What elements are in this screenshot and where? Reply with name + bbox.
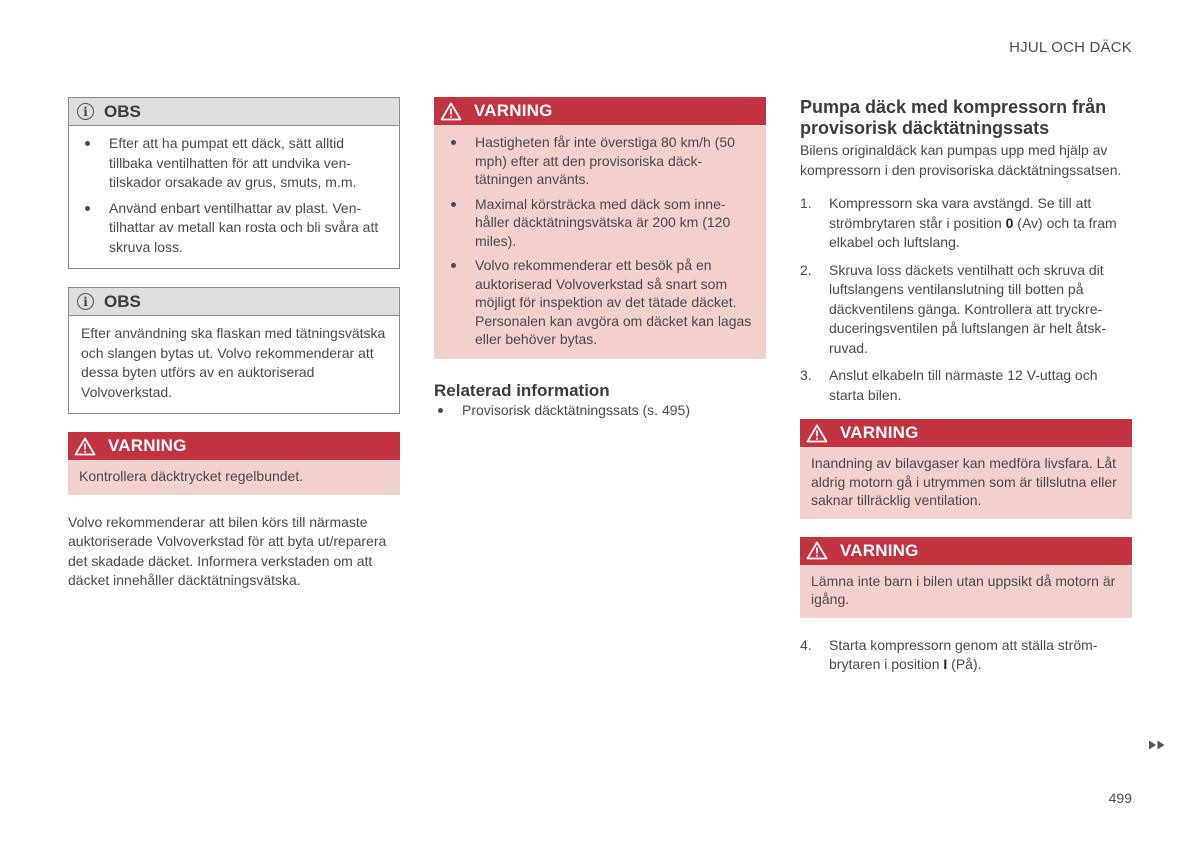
step-text: (På). xyxy=(947,656,982,672)
list-item: Efter att ha pumpat ett däck, sätt alltid tillbaka ventilhatten för att undvika ventilskador orsakade av grus, smuts, m.m. xyxy=(81,134,387,193)
obs-box-2 xyxy=(68,287,400,414)
related-link[interactable]: Provisorisk däcktätningssats (s. 495) xyxy=(434,401,766,420)
list-item: Maximal körsträcka med däck som innehåller däcktätningsvätska är 200 km (120 miles). xyxy=(445,195,755,251)
warning-box-2 xyxy=(434,97,766,359)
warning-title: VARNING xyxy=(474,101,553,120)
info-icon: i xyxy=(77,293,94,310)
warning-box-3 xyxy=(800,419,1132,519)
warning-title: VARNING xyxy=(840,423,919,442)
intro-paragraph: Bilens originaldäck kan pumpas upp med hjälp av kompressorn i den provisoriska däcktätningssatsen. xyxy=(800,142,1122,178)
warning-header xyxy=(68,432,400,460)
step-number: 3. xyxy=(800,367,812,383)
steps-list-continued xyxy=(800,636,1132,675)
warning-body: Inandning av bilavgaser kan medföra livsfara. Låt aldrig motorn gå i utrymmen som är tillslutna eller saknar tillräcklig ventilation. xyxy=(800,447,1132,519)
section-title: Pumpa däck med kompressorn från provisorisk däcktätningssats xyxy=(800,97,1107,138)
obs-header xyxy=(69,288,399,316)
page-number: 499 xyxy=(1108,790,1132,806)
step-number: 1. xyxy=(800,195,812,211)
column-left xyxy=(68,97,400,591)
step-text: (Av) och ta fram elkabel och luftslang. xyxy=(829,214,1117,250)
switch-position: 0 xyxy=(1005,214,1014,231)
warning-header xyxy=(800,537,1132,565)
obs-body: Efter användning ska flaskan med tätningsvätska och slangen bytas ut. Volvo rekommenderar att dessa byten utförs av en auktoriserad Volvoverkstad. xyxy=(81,325,386,400)
step-number: 2. xyxy=(800,261,812,278)
warning-header xyxy=(434,97,766,125)
warning-triangle-icon xyxy=(74,437,96,456)
switch-position: I xyxy=(943,656,948,672)
warning-triangle-icon xyxy=(806,424,828,443)
list-item: Volvo rekommenderar ett besök på en auktoriserad Volvoverkstad så snart som möjligt för inspektion av det tätade däcket. Personalen kan avgöra om däcket kan lagas eller behöver bytas. xyxy=(445,256,755,349)
step-item xyxy=(800,194,1132,253)
step-text: Anslut elkabeln till närmaste 12 V-uttag och starta bilen. xyxy=(829,367,1098,403)
body-paragraph: Volvo rekommenderar att bilen körs till närmaste auktoriserade Volvoverkstad för att byta ut/reparera det skadade däcket. Informera verkstaden om att däcket innehåller däcktätningsvätska. xyxy=(68,513,387,588)
obs-body xyxy=(69,126,399,268)
step-number: 4. xyxy=(800,636,812,653)
warning-triangle-icon xyxy=(440,102,462,121)
warning-body xyxy=(434,125,766,359)
column-middle xyxy=(434,97,766,420)
obs-title: OBS xyxy=(104,291,141,311)
warning-title: VARNING xyxy=(108,436,187,455)
warning-body: Lämna inte barn i bilen utan uppsikt då motorn är igång. xyxy=(800,565,1132,618)
warning-box-4 xyxy=(800,537,1132,618)
obs-header xyxy=(69,98,399,126)
warning-box-1 xyxy=(68,432,400,495)
warning-triangle-icon xyxy=(806,541,828,560)
step-text: Skruva loss däckets ventilhatt och skruva dit luftslangens ventilanslutning till botten på däckventilens gänga. Kontrollera att tryckreduceringsventilen på luftslangen är helt åtskruvad. xyxy=(829,261,1107,356)
step-item xyxy=(800,261,1132,359)
step-text: Starta kompressorn genom att ställa strömbrytaren i position xyxy=(829,636,1098,672)
step-text: Kompressorn ska vara avstängd. Se till att strömbrytaren står i position xyxy=(829,195,1092,231)
steps-list xyxy=(800,194,1132,405)
chapter-header: HJUL OCH DÄCK xyxy=(1009,39,1132,56)
obs-box-1 xyxy=(68,97,400,269)
list-item: Använd enbart ventilhattar av plast. Ventilhattar av metall kan rosta och bli svåra att skruva loss. xyxy=(81,199,387,258)
step-item xyxy=(800,366,1132,405)
double-arrow-right-icon[interactable] xyxy=(1148,737,1166,755)
related-info-heading: Relaterad information xyxy=(434,380,610,400)
warning-header xyxy=(800,419,1132,447)
warning-body: Kontrollera däcktrycket regelbundet. xyxy=(68,460,400,495)
list-item: Hastigheten får inte överstiga 80 km/h (50 mph) efter att den provisoriska däcktätningen använts. xyxy=(445,133,755,189)
related-info-list xyxy=(434,401,766,420)
warning-title: VARNING xyxy=(840,540,919,560)
obs-title: OBS xyxy=(104,101,141,121)
column-right xyxy=(800,97,1132,683)
info-icon: i xyxy=(77,103,94,120)
step-item xyxy=(800,636,1132,675)
